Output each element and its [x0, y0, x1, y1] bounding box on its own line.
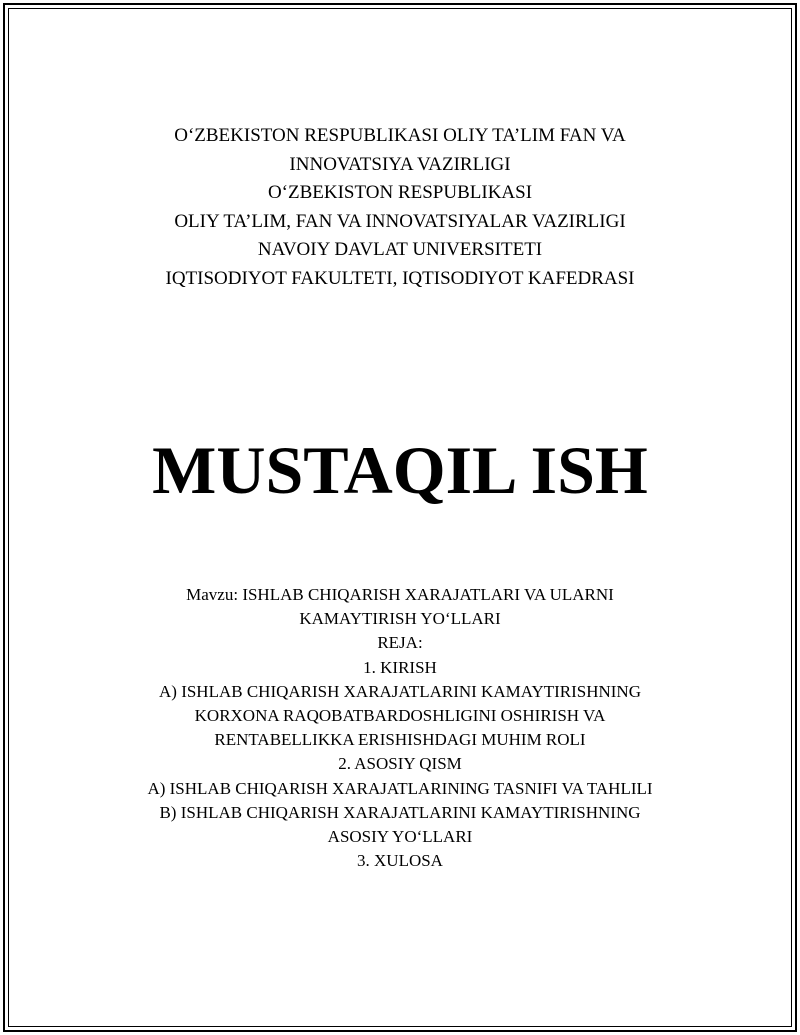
- plan-item: A) ISHLAB CHIQARISH XARAJATLARINING TASNIFI VA TAHLILI: [147, 778, 653, 798]
- document-title: MUSTAQIL ISH: [152, 432, 648, 508]
- plan-item: 1. KIRISH: [363, 657, 437, 677]
- topic-line: Mavzu: ISHLAB CHIQARISH XARAJATLARI VA ULARNI: [186, 585, 614, 604]
- header-line: O‘ZBEKISTON RESPUBLIKASI OLIY TA’LIM FAN VA: [174, 125, 626, 146]
- institution-header: [0, 122, 800, 293]
- plan-item: A) ISHLAB CHIQARISH XARAJATLARINI KAMAYTIRISHNING: [159, 681, 641, 701]
- plan-item: 3. XULOSA: [357, 851, 443, 871]
- header-line: IQTISODIYOT FAKULTETI, IQTISODIYOT KAFEDRASI: [165, 267, 635, 289]
- plan-item: B) ISHLAB CHIQARISH XARAJATLARINI KAMAYTIRISHNING: [159, 802, 641, 822]
- plan-item: RENTABELLIKKA ERISHISHDAGI MUHIM ROLI: [214, 730, 586, 750]
- header-line: OLIY TA’LIM, FAN VA INNOVATSIYALAR VAZIRLIGI: [174, 210, 626, 232]
- plan-item: ASOSIY YO‘LLARI: [327, 827, 473, 847]
- plan-item: 2. ASOSIY QISM: [338, 754, 462, 774]
- plan-heading: REJA:: [377, 633, 423, 653]
- topic-and-plan: [0, 583, 800, 873]
- header-line: INNOVATSIYA VAZIRLIGI: [289, 153, 511, 175]
- plan-item: KORXONA RAQOBATBARDOSHLIGINI OSHIRISH VA: [194, 706, 606, 726]
- header-line: O‘ZBEKISTON RESPUBLIKASI: [267, 182, 533, 203]
- header-line: NAVOIY DAVLAT UNIVERSITETI: [257, 239, 543, 260]
- topic-line: KAMAYTIRISH YO‘LLARI: [299, 609, 501, 629]
